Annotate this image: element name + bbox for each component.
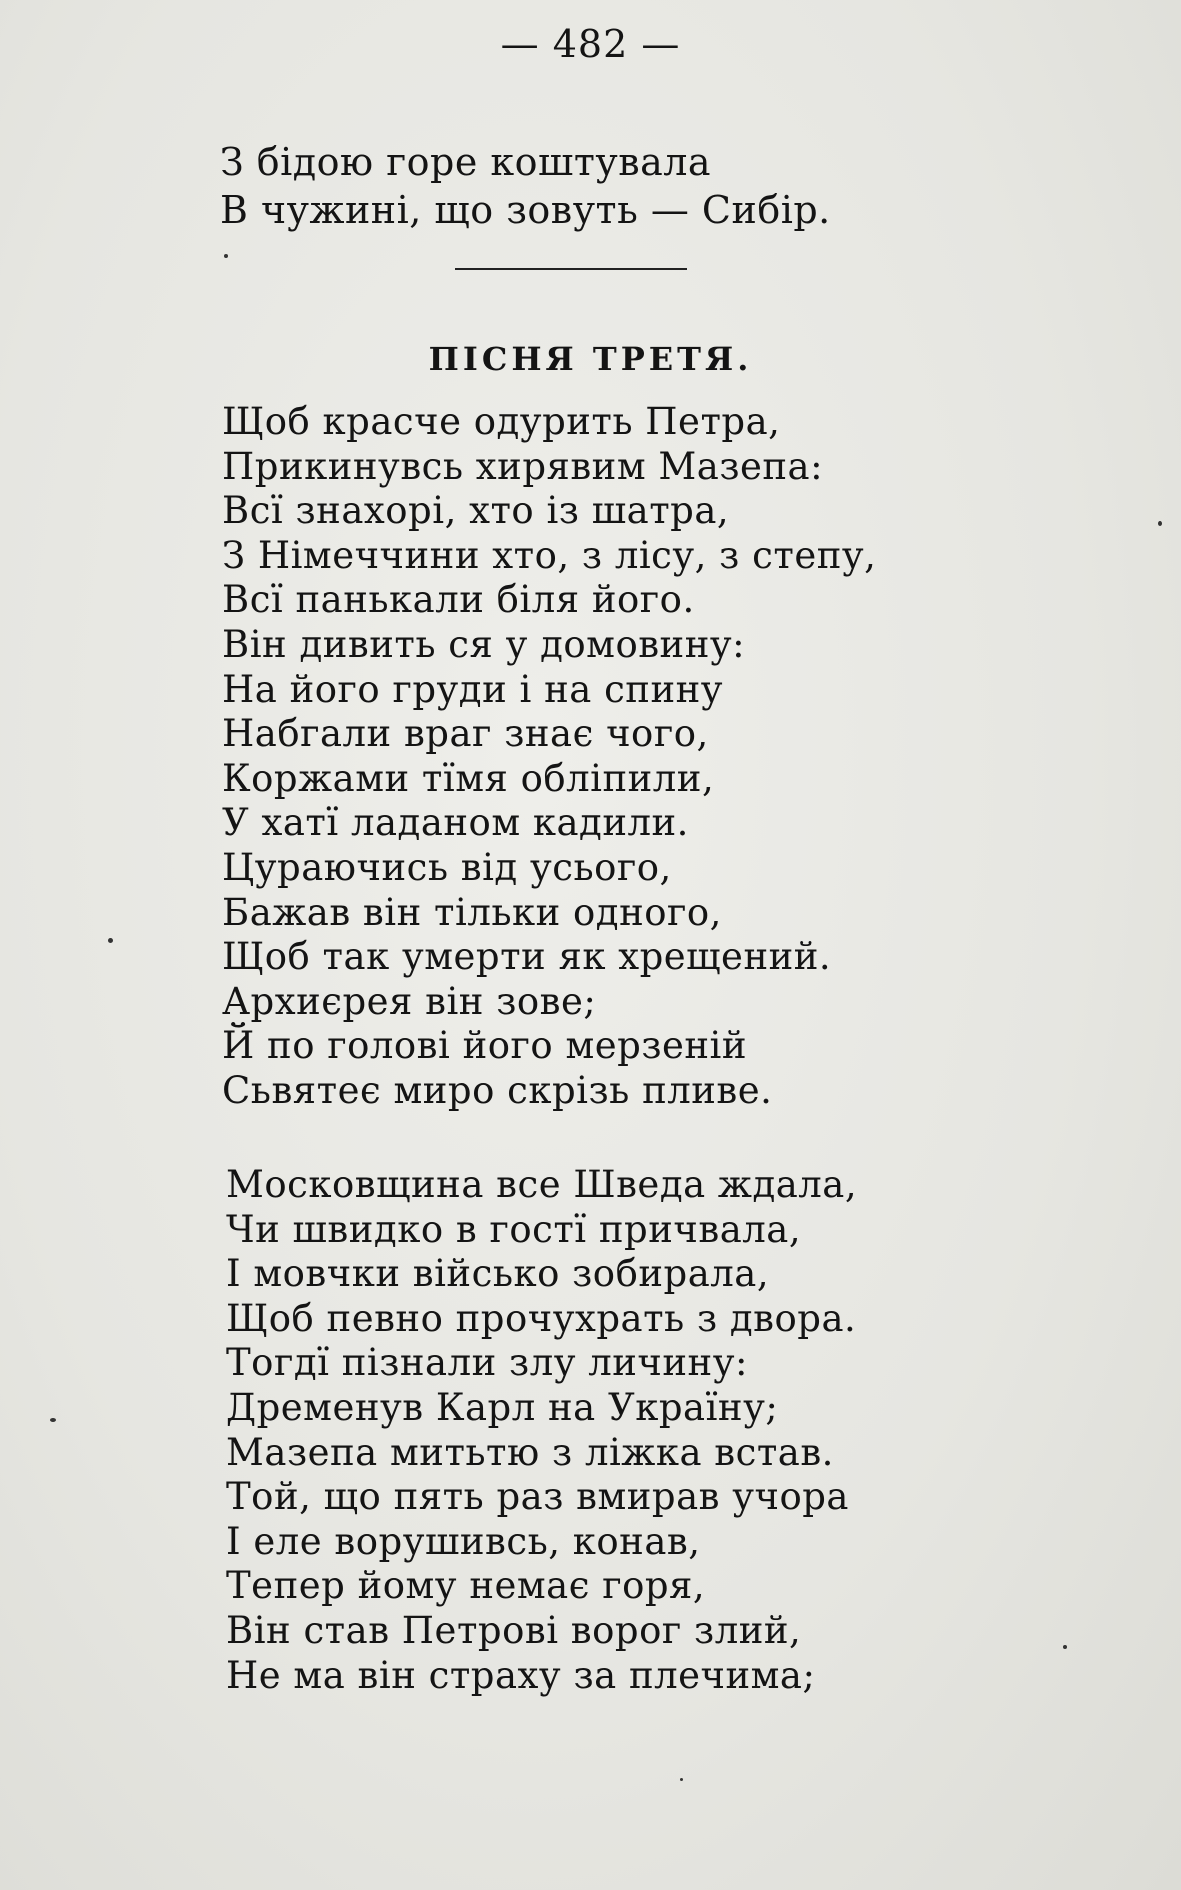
verse-line: Чи швидко в гостї причвала, bbox=[226, 1207, 802, 1251]
stanza-2 bbox=[226, 1163, 857, 1698]
verse-line: Всї знахорі, хто із шатра, bbox=[222, 489, 730, 533]
verse-line: Він дивить ся у домовину: bbox=[222, 622, 746, 666]
verse-line: Щоб красче одурить Петра, bbox=[222, 400, 781, 443]
verse-line: Цураючись від усього, bbox=[222, 845, 672, 889]
paper-speck bbox=[224, 254, 228, 258]
verse-line: Той, що пять раз вмирав учора bbox=[226, 1475, 849, 1519]
verse-line: З бідою горе коштувала bbox=[220, 140, 712, 184]
verse-line: З Німеччини хто, з лісу, з степу, bbox=[222, 533, 877, 577]
paper-speck bbox=[50, 1418, 56, 1422]
verse-line: Дременув Карл на Україну; bbox=[226, 1385, 779, 1429]
verse-line: Архиєрея він зове; bbox=[222, 979, 597, 1023]
verse-line: Московщина все Шведа ждала, bbox=[226, 1163, 858, 1206]
page-number: — 482 — bbox=[500, 22, 681, 66]
verse-line: Щоб так умерти як хрещений. bbox=[222, 935, 832, 979]
verse-line: Бажав він тільки одного, bbox=[222, 890, 722, 934]
verse-line: Сьвятеє миро скрізь пливе. bbox=[222, 1068, 773, 1112]
verse-line: В чужині, що зовуть — Сибір. bbox=[220, 188, 831, 232]
verse-line: Й по голові його мерзеній bbox=[222, 1024, 748, 1068]
verse-line: На його груди і на спину bbox=[222, 667, 724, 711]
verse-line: Мазепа митьтю з ліжка встав. bbox=[226, 1430, 834, 1474]
stanza-1 bbox=[222, 400, 876, 1114]
verse-line: Прикинувсь хирявим Мазепа: bbox=[222, 444, 824, 488]
verse-line: Набгали враг знає чого, bbox=[222, 712, 709, 756]
paper-speck bbox=[1158, 521, 1162, 526]
paper-speck bbox=[680, 1778, 683, 1781]
verse-line: І еле ворушивсь, конав, bbox=[226, 1519, 701, 1563]
verse-line: Він став Петрові ворог злий, bbox=[226, 1608, 802, 1652]
section-divider bbox=[455, 268, 687, 270]
verse-line: Всї панькали біля його. bbox=[222, 578, 695, 622]
verse-line: Тепер йому немає горя, bbox=[226, 1564, 706, 1608]
section-heading: ПІСНЯ ТРЕТЯ. bbox=[428, 340, 753, 378]
verse-line: У хатї ладаном кадили. bbox=[222, 801, 689, 845]
verse-line: Не ма він страху за плечима; bbox=[226, 1653, 816, 1697]
verse-line: Коржами тїмя обліпили, bbox=[222, 756, 715, 800]
opening-lines bbox=[220, 138, 831, 234]
paper-speck bbox=[108, 938, 113, 943]
paper-speck bbox=[1063, 1645, 1067, 1649]
verse-line: Щоб певно прочухрать з двора. bbox=[226, 1296, 857, 1340]
verse-line: Тогдї пізнали злу личину: bbox=[226, 1341, 748, 1385]
verse-line: І мовчки військо зобирала, bbox=[226, 1252, 770, 1296]
